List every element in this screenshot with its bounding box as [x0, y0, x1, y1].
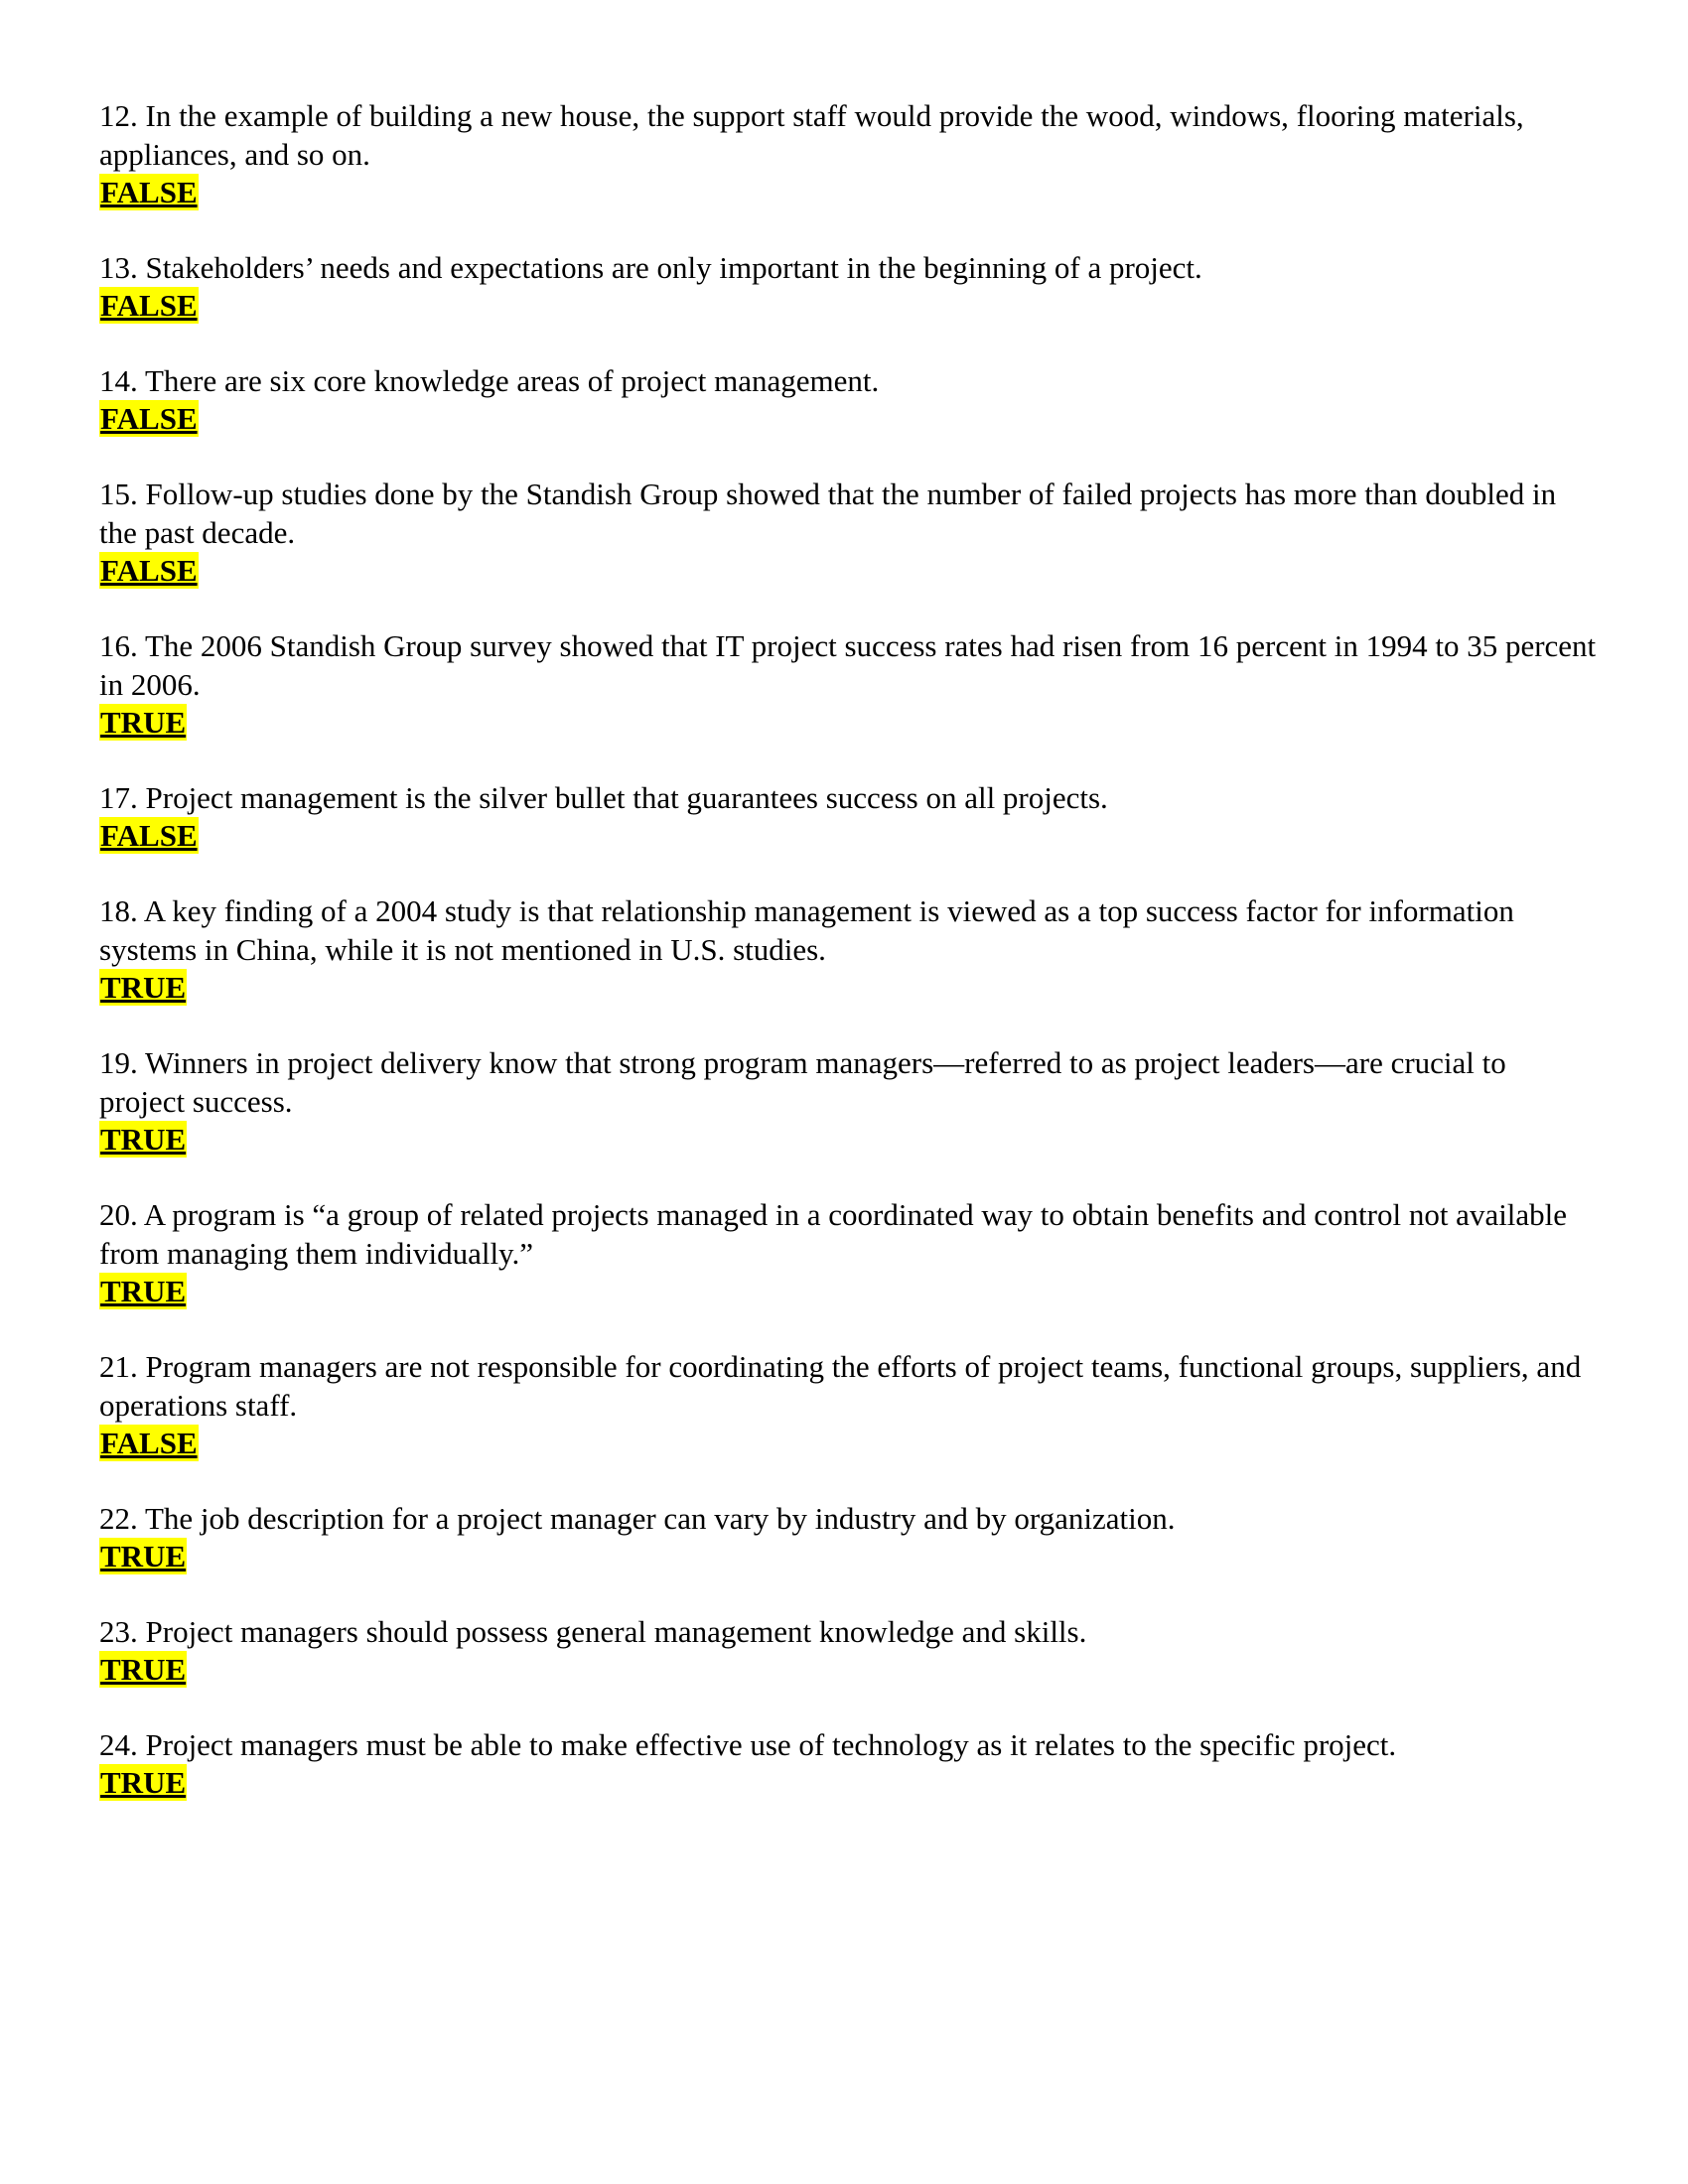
answer-label: FALSE [100, 175, 198, 209]
question-text: 22. The job description for a project manager can vary by industry and by organization. [99, 1501, 1176, 1536]
question-24 [99, 1725, 1599, 1801]
answer-label: TRUE [100, 1652, 187, 1687]
question-text: 24. Project managers must be able to make effective use of technology as it relates to the specific project. [99, 1727, 1397, 1762]
answer-label: TRUE [100, 705, 187, 740]
document-page [99, 96, 1599, 1839]
question-23 [99, 1612, 1599, 1688]
question-text: 14. There are six core knowledge areas of project management. [99, 363, 880, 398]
question-17 [99, 778, 1599, 854]
question-12 [99, 96, 1599, 210]
question-18 [99, 891, 1599, 1006]
question-16 [99, 626, 1599, 741]
question-20 [99, 1195, 1599, 1309]
question-14 [99, 361, 1599, 437]
question-15 [99, 475, 1599, 589]
answer-label: TRUE [100, 970, 187, 1005]
question-text: 21. Program managers are not responsible for coordinating the efforts of project teams, functional groups, suppliers, and operations staff. [99, 1349, 1582, 1423]
answer-label: FALSE [100, 401, 198, 436]
question-22 [99, 1499, 1599, 1574]
answer-label: TRUE [100, 1122, 187, 1157]
answer-label: TRUE [100, 1274, 187, 1308]
answer-label: TRUE [100, 1539, 187, 1573]
answer-label: FALSE [100, 288, 198, 323]
answer-label: FALSE [100, 553, 198, 588]
question-text: 12. In the example of building a new house, the support staff would provide the wood, windows, flooring materials, appliances, and so on. [99, 98, 1524, 172]
question-text: 15. Follow-up studies done by the Standish Group showed that the number of failed projects has more than doubled in the past decade. [99, 477, 1557, 550]
question-text: 16. The 2006 Standish Group survey showed that IT project success rates had risen from 16 percent in 1994 to 35 percent in 2006. [99, 628, 1597, 702]
answer-label: TRUE [100, 1765, 187, 1800]
question-text: 19. Winners in project delivery know that strong program managers—referred to as project leaders—are crucial to project success. [99, 1045, 1506, 1119]
answer-label: FALSE [100, 1426, 198, 1460]
question-text: 13. Stakeholders’ needs and expectations are only important in the beginning of a project. [99, 250, 1202, 285]
answer-label: FALSE [100, 818, 198, 853]
question-19 [99, 1043, 1599, 1158]
question-21 [99, 1347, 1599, 1461]
question-text: 20. A program is “a group of related projects managed in a coordinated way to obtain benefits and control not available from managing them individually.” [99, 1197, 1568, 1271]
question-text: 17. Project management is the silver bullet that guarantees success on all projects. [99, 780, 1108, 815]
question-text: 23. Project managers should possess general management knowledge and skills. [99, 1614, 1087, 1649]
question-text: 18. A key finding of a 2004 study is that relationship management is viewed as a top success factor for information systems in China, while it is not mentioned in U.S. studies. [99, 893, 1514, 967]
question-13 [99, 248, 1599, 324]
